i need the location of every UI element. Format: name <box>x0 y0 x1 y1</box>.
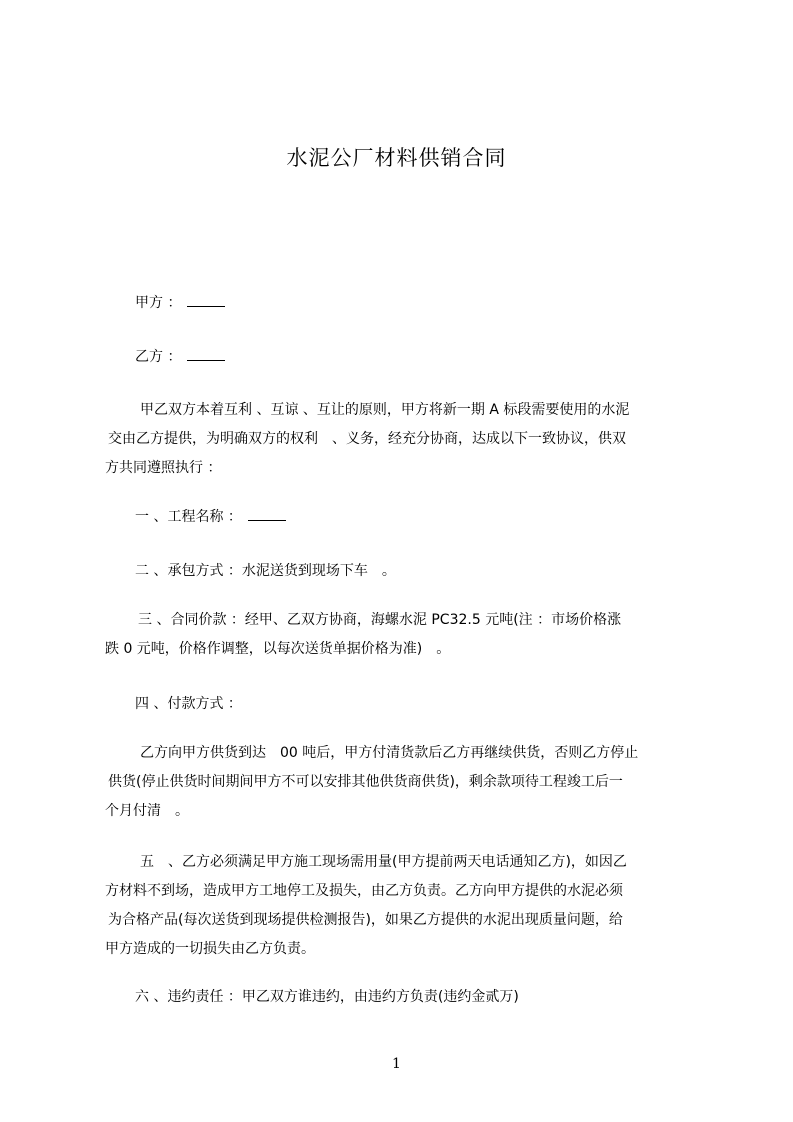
document-title: 水泥公厂材料供销合同 <box>286 146 507 170</box>
clause-3 <box>105 606 705 664</box>
page-number: 1 <box>392 1056 401 1072</box>
clause-4-line: 乙方向甲方供货到达 00 吨后，甲方付清货款后乙方再继续供货，否则乙方停止 <box>140 745 639 761</box>
intro-line: 甲乙双方本着互利 、互谅 、互让的原则，甲方将新一期 A 标段需要使用的水泥 <box>140 402 630 418</box>
party-a-label: 甲方 ： <box>135 295 182 311</box>
party-a-line <box>135 292 735 312</box>
party-b-line <box>135 346 735 366</box>
clause-5-line: 为合格产品(每次送货到现场提供检测报告)，如果乙方提供的水泥出现质量问题，给 <box>108 912 623 928</box>
clause-5 <box>105 848 705 964</box>
intro-line: 交由乙方提供，为明确双方的权利 、义务，经充分协商，达成以下一致协议，供双 <box>108 431 626 447</box>
clause-5-line: 五 、乙方必须满足甲方施工现场需用量(甲方提前两天电话通知乙方)，如因乙 <box>140 854 627 870</box>
clause-3-line: 三 、合同价款 ：经甲、乙双方协商，海螺水泥 PC32.5 元吨(注 ：市场价格涨 <box>138 612 622 628</box>
clause-1-blank <box>248 508 286 521</box>
clause-1 <box>135 506 735 526</box>
clause-3-line: 跌 0 元吨，价格作调整，以每次送货单据价格为准) 。 <box>105 641 451 657</box>
clause-5-line: 甲方造成的一切损失由乙方负责。 <box>105 941 315 957</box>
party-b-label: 乙方 ： <box>135 349 182 365</box>
intro-paragraph <box>105 396 705 483</box>
clause-4-line: 供货(停止供货时间期间甲方不可以安排其他供货商供货)，剩余款项待工程竣工后一 <box>108 774 623 790</box>
party-b-blank <box>187 348 225 361</box>
clause-4-body <box>105 739 705 826</box>
clause-5-line: 方材料不到场，造成甲方工地停工及损失，由乙方负责。乙方向甲方提供的水泥必须 <box>105 883 623 899</box>
party-a-blank <box>187 294 225 307</box>
clause-1-label: 一 、工程名称 ： <box>135 509 242 525</box>
clause-4: 四 、付款方式 ： <box>135 696 242 712</box>
intro-line: 方共同遵照执行 ： <box>105 460 222 476</box>
clause-4-line: 个月付清 。 <box>105 803 189 819</box>
clause-6: 六 、违约责任 ：甲乙双方谁违约，由违约方负责(违约金贰万) <box>135 989 519 1005</box>
clause-2: 二 、承包方式 ：水泥送货到现场下车 。 <box>135 563 396 579</box>
